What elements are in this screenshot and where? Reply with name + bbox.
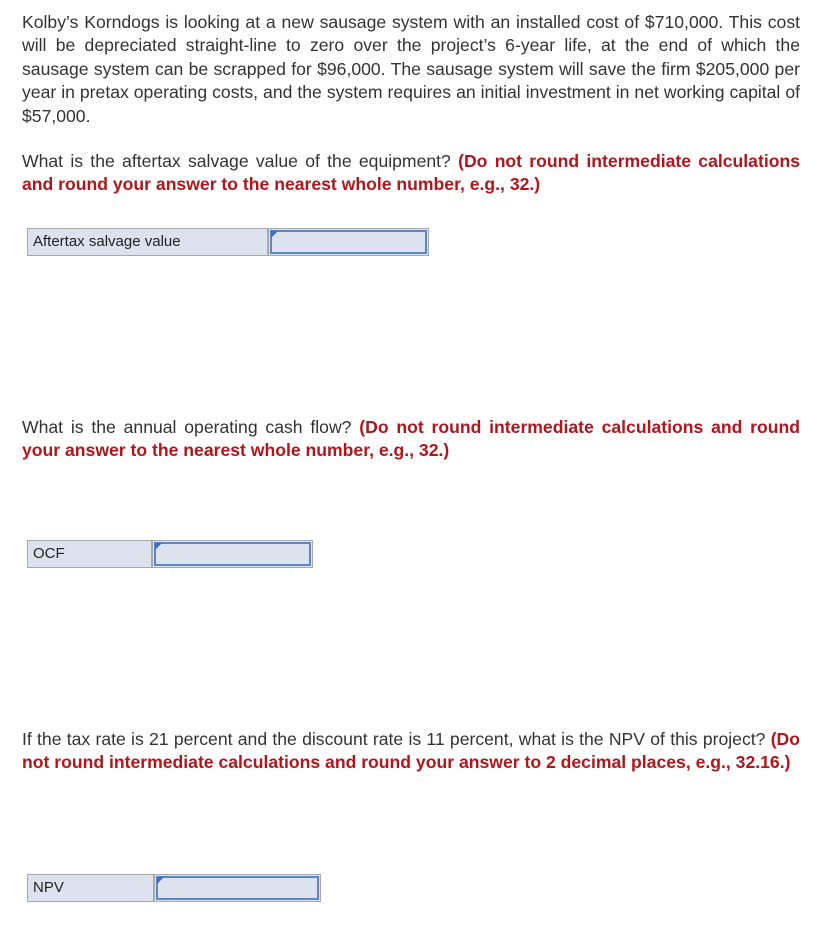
answer-row-ocf [27,540,313,568]
ocf-input[interactable] [154,542,311,566]
question-3 [22,728,800,775]
question-2-prompt: What is the annual operating cash flow? [22,417,360,437]
npv-input-cell [154,874,321,902]
answer-flag-icon [271,231,278,238]
ocf-input-cell [152,540,313,568]
question-2 [22,416,800,463]
npv-label: NPV [27,874,154,902]
question-2-instruction: (Do not round intermediate calculations and round your answer to the nearest whole number, e.g., 32.) [22,417,800,461]
ocf-label: OCF [27,540,152,568]
npv-input[interactable] [156,876,319,900]
answer-row-npv [27,874,321,902]
problem-intro: Kolby’s Korndogs is looking at a new sausage system with an installed cost of $710,000. This cost will be depreciated straight-line to zero over the project’s 6-year life, at the end of which the sausage system can be scrapped for $96,000. The sausage system will save the firm $205,000 per year in pretax operating costs, and the system requires an initial investment in net working capital of $57,000. [22,12,800,126]
question-3-prompt: If the tax rate is 21 percent and the discount rate is 11 percent, what is the NPV of this project? [22,729,771,749]
question-1-instruction: (Do not round intermediate calculations and round your answer to the nearest whole number, e.g., 32.) [22,151,800,195]
aftertax-salvage-input-cell [268,228,429,256]
question-3-instruction: (Do not round intermediate calculations and round your answer to 2 decimal places, e.g., 32.16.) [22,729,800,773]
question-1-prompt: What is the aftertax salvage value of the equipment? [22,151,459,171]
answer-row-aftertax-salvage [27,228,429,256]
aftertax-salvage-label: Aftertax salvage value [27,228,268,256]
aftertax-salvage-input[interactable] [270,230,427,254]
answer-flag-icon [157,877,164,884]
answer-flag-icon [155,543,162,550]
question-1 [22,150,800,197]
